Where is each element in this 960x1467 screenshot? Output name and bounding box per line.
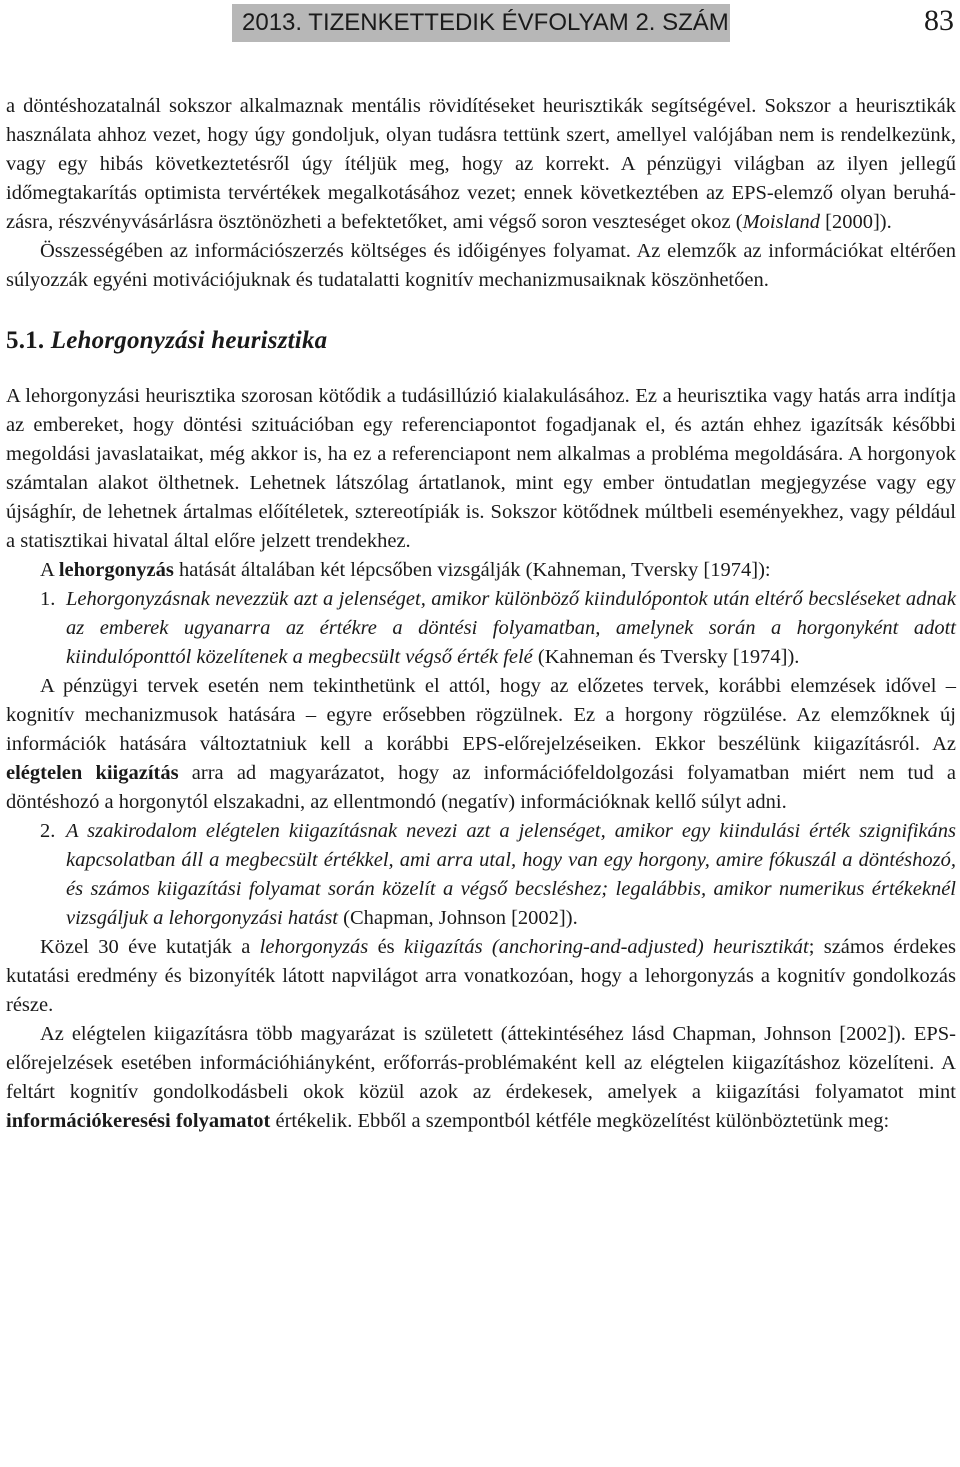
- definition-item-1: 1. Lehorgonyzásnak nevezzük azt a jelenséget, amikor különböző kiindulópontok után eltérő becsléseket adnak az emberek ugyanarra az értékre a döntési folyamatban, amelynek során a horgonyként adott kiindulóponttól közelítenek a megbecsült végső érték felé (Kahneman és Tversky [1974]).: [6, 585, 956, 672]
- term-elegtelen-kiigazitas: elégtelen kiigazítás: [6, 762, 179, 784]
- definition-list-2: [6, 817, 956, 933]
- definition-number: 1.: [40, 588, 56, 610]
- paragraph-two-steps: A lehorgonyzás hatását általában két lépcsőben vizsgálják (Kahneman, Tversky [1974]):: [40, 559, 771, 581]
- paragraph-research: Közel 30 éve kutatják a lehorgonyzás és kiigazítás (anchoring-and-adjusted) heurisztikát; számos érdekes kutatási eredmény és bizonyíték látott napvilágot arra vonatkozóan, hogy a lehorgonyzás a kognitív gondolkozás része.: [6, 936, 956, 1016]
- citation-author: Moisland: [742, 211, 821, 233]
- definition-number: 2.: [40, 820, 56, 842]
- paragraph-financial-plans: A pénzügyi tervek esetén nem tekinthetünk el attól, hogy az előzetes tervek, korábbi elemzések idővel – kognitív mechanizmusok hatására – egyre erősebben rögzülnek. Ez a horgony rögzülése. Az elemzőknek új információk hatására változtatniuk kell a korábbi EPS-előrejelzéseiken. Ekkor beszélünk kiigazításról. Az elégtelen kiigazítás arra ad magyarázatot, hogy az információfeldolgozási folyamatban miért nem tud a döntéshozó a horgonytól elszakadni, az ellentmondó (negatív) információknak kellő súlyt adni.: [6, 675, 956, 813]
- running-title: 2013. TIZENKETTEDIK ÉVFOLYAM 2. SZÁM: [242, 9, 729, 36]
- article-body: [6, 92, 956, 1136]
- paragraph-explanations: Az elégtelen kiigazításra több magyarázat is született (áttekintéséhez lásd Chapman, Johnson [2002]). EPS-előrejelzések esetében információhiányként, erőforrás-problémaként kell az elégtelen kiigazításhoz közelíteni. A feltárt kognitív gondolkodásbeli okok közül azok az érdekesek, amelyek a kiigazítási folyamatot mint információkeresési folyamatot értékelik. Ebből a szempontból kétféle megközelítést különböztetünk meg:: [6, 1023, 956, 1132]
- term-informaciokeresesi-folyamat: információkeresési folyamatot: [6, 1110, 271, 1132]
- definition-list-1: [6, 585, 956, 672]
- paragraph-summary: Összességében az információszerzés költséges és időigényes folyamat. Az elemzők az információkat eltérően súlyozzák egyéni motivációjuknak és tudatalatti kognitív mechanizmusaiknak köszönhetően.: [6, 240, 956, 291]
- term-lehorgonyzas: lehorgonyzás: [58, 559, 174, 581]
- section-title: Lehorgonyzási heurisztika: [50, 327, 328, 354]
- paragraph-intro: a döntéshozatalnál sokszor alkalmaznak mentális rövidítéseket heurisztikák segítségével. Sokszor a heurisztikák használata ahhoz vezet, hogy úgy gondoljuk, olyan tudásra tettünk szert, amellyel valójában nem is rendelkezünk, vagy egy hibás következtetésről úgy ítéljük meg, hogy az korrekt. A pénzügyi világban az ilyen jellegű időmegtakarítás optimista tervértékek megalkotásához vezet; ennek következtében az EPS-elemző olyan beruházásra, részvényvásárlásra ösztönözheti a befektetőket, ami végső soron veszteséget okoz (Moisland [2000]).: [6, 95, 956, 233]
- page-number: 83: [924, 4, 954, 37]
- section-heading: [6, 325, 956, 357]
- definition-item-2: 2. A szakirodalom elégtelen kiigazításnak nevezi azt a jelenséget, amikor egy kiindulási érték szignifikáns kapcsolatban áll a megbecsült értékkel, ami arra utal, hogy van egy horgony, amire fókuszál a döntéshozó, és számos kiigazítási folyamat során közelít a végső becsléshez; legalábbis, amikor numerikus értékeknél vizsgáljuk a lehorgonyzási hatást (Chapman, Johnson [2002]).: [6, 817, 956, 933]
- section-number: 5.1.: [6, 327, 45, 354]
- paragraph-anchoring-intro: A lehorgonyzási heurisztika szorosan kötődik a tudásillúzió kialakulásához. Ez a heurisztika vagy hatás arra indítja az embereket, hogy döntési szituációban egy referenciapontot fogadjanak el, és aztán ehhez igazítsák későbbi megoldási javaslataikat, még akkor is, ha ez a referenciapont nem alkalmas a probléma megoldására. A horgonyok számtalan alakot ölthetnek. Lehetnek látszólag ártatlanok, mint egy ember öntudatlan megjegyzése vagy egy újsághír, de lehetnek ártalmas előítéletek, sztereotípiák is. Sokszor kötődnek múltbeli eseményekhez, vagy például a statisztikai hivatal által előre jelzett trendekhez.: [6, 385, 956, 552]
